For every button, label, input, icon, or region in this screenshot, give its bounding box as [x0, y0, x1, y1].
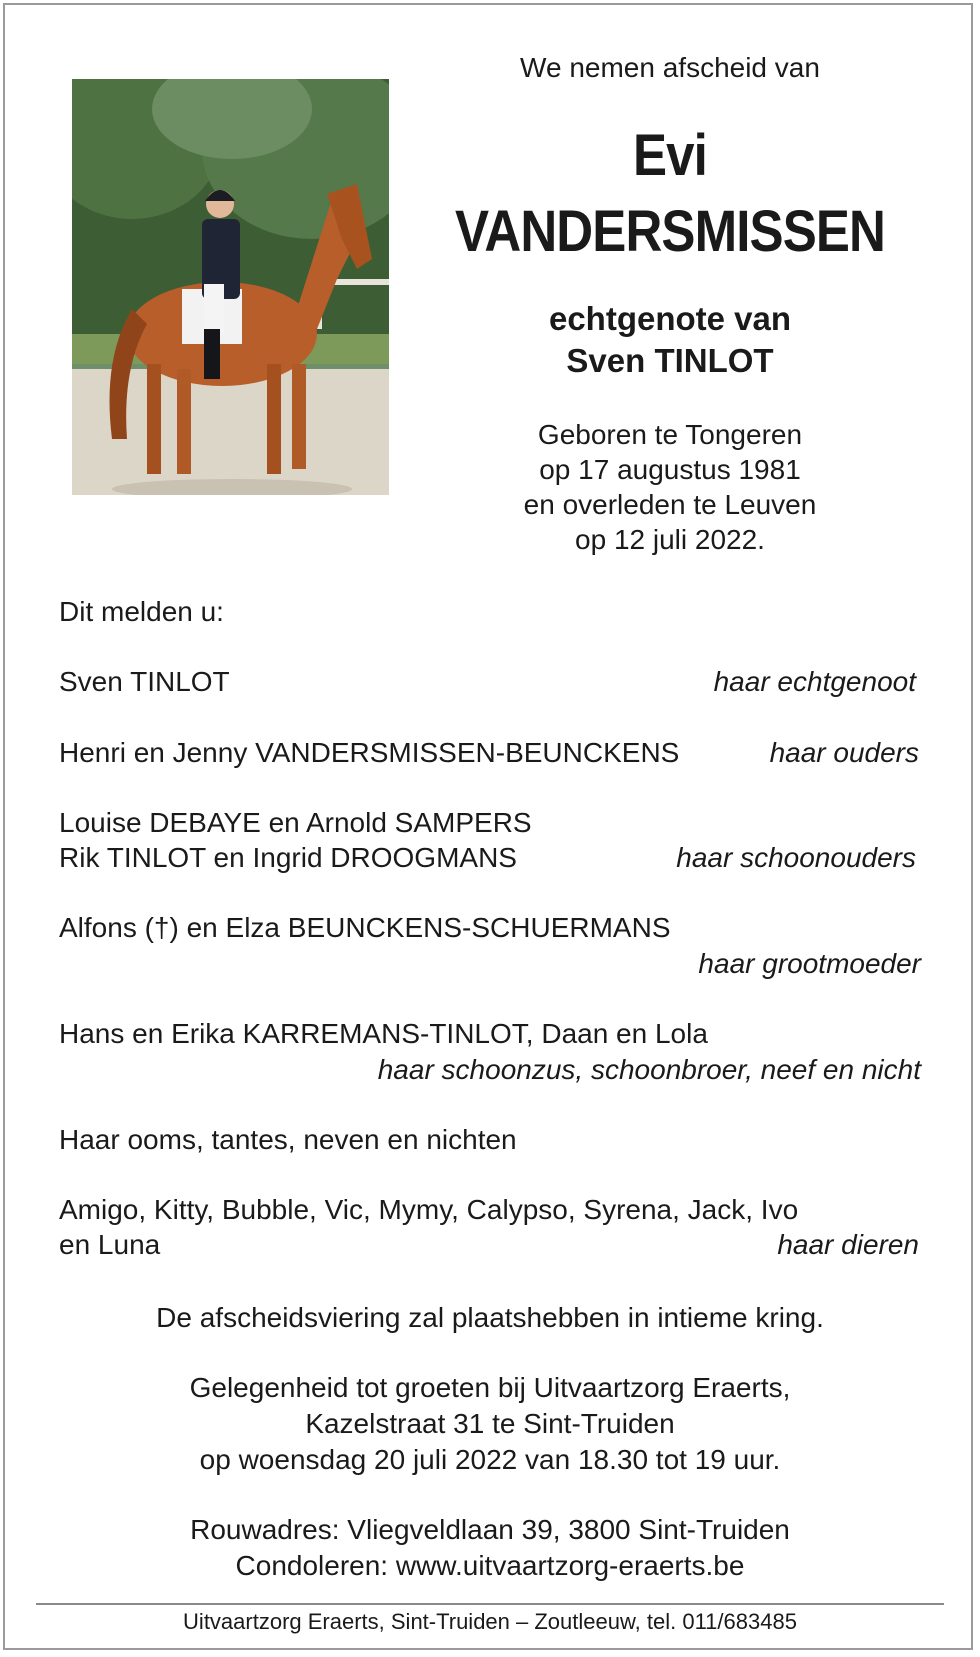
- death-date: op 12 juli 2022.: [575, 524, 765, 555]
- relative-relation: haar echtgenoot: [713, 666, 916, 697]
- relative-relation: haar dieren: [777, 1229, 919, 1260]
- portrait-photo-icon: [72, 79, 389, 495]
- relative-relation: haar grootmoeder: [698, 948, 921, 979]
- visitation-line: Gelegenheid tot groeten bij Uitvaartzorg Eraerts,: [189, 1372, 791, 1403]
- deceased-first-name: Evi: [633, 123, 707, 188]
- relative-name: Alfons (†) en Elza BEUNCKENS-SCHUERMANS: [59, 912, 671, 943]
- relative-name: Louise DEBAYE en Arnold SAMPERS: [59, 807, 532, 838]
- condolence-website: Condoleren: www.uitvaartzorg-eraerts.be: [235, 1550, 745, 1581]
- relative-name: Henri en Jenny VANDERSMISSEN-BEUNCKENS: [59, 737, 680, 768]
- birth-date: op 17 augustus 1981: [539, 454, 801, 485]
- relative-name: Hans en Erika KARREMANS-TINLOT, Daan en Lola: [59, 1018, 708, 1049]
- spouse-line: echtgenote van: [548, 300, 792, 337]
- relative-relation: haar ouders: [769, 737, 919, 768]
- deceased-last-name: VANDERSMISSEN: [454, 199, 886, 264]
- footer-text: Uitvaartzorg Eraerts, Sint-Truiden – Zoutleeuw, tel. 011/683485: [183, 1609, 797, 1634]
- relative-name: Sven TINLOT: [59, 666, 230, 697]
- spouse-name: Sven TINLOT: [566, 342, 774, 379]
- address-block: [30, 1512, 950, 1584]
- visitation-line: op woensdag 20 juli 2022 van 18.30 tot 19 uur.: [199, 1444, 781, 1475]
- relative-name: Rik TINLOT en Ingrid DROOGMANS: [59, 842, 517, 873]
- visitation-line: Kazelstraat 31 te Sint-Truiden: [305, 1408, 675, 1439]
- relative-name: Amigo, Kitty, Bubble, Vic, Mymy, Calypso, Syrena, Jack, Ivo: [59, 1194, 799, 1225]
- birth-line: Geboren te Tongeren: [537, 419, 803, 450]
- relative-relation: haar schoonouders: [676, 842, 916, 873]
- birth-death-block: [470, 417, 870, 557]
- ceremony-text: De afscheidsviering zal plaatshebben in intieme kring.: [156, 1302, 824, 1333]
- spouse-block: [470, 298, 870, 382]
- death-line: en overleden te Leuven: [523, 489, 817, 520]
- relative-name: en Luna: [59, 1229, 161, 1260]
- announce-text: Dit melden u:: [59, 596, 224, 627]
- relative-name: Haar ooms, tantes, neven en nichten: [59, 1124, 517, 1155]
- mourning-address: Rouwadres: Vliegveldlaan 39, 3800 Sint-Truiden: [190, 1514, 790, 1545]
- footer-divider: [36, 1603, 944, 1605]
- relative-relation: haar schoonzus, schoonbroer, neef en nicht: [377, 1054, 921, 1085]
- intro-text: We nemen afscheid van: [520, 52, 820, 83]
- visitation-block: [30, 1370, 950, 1478]
